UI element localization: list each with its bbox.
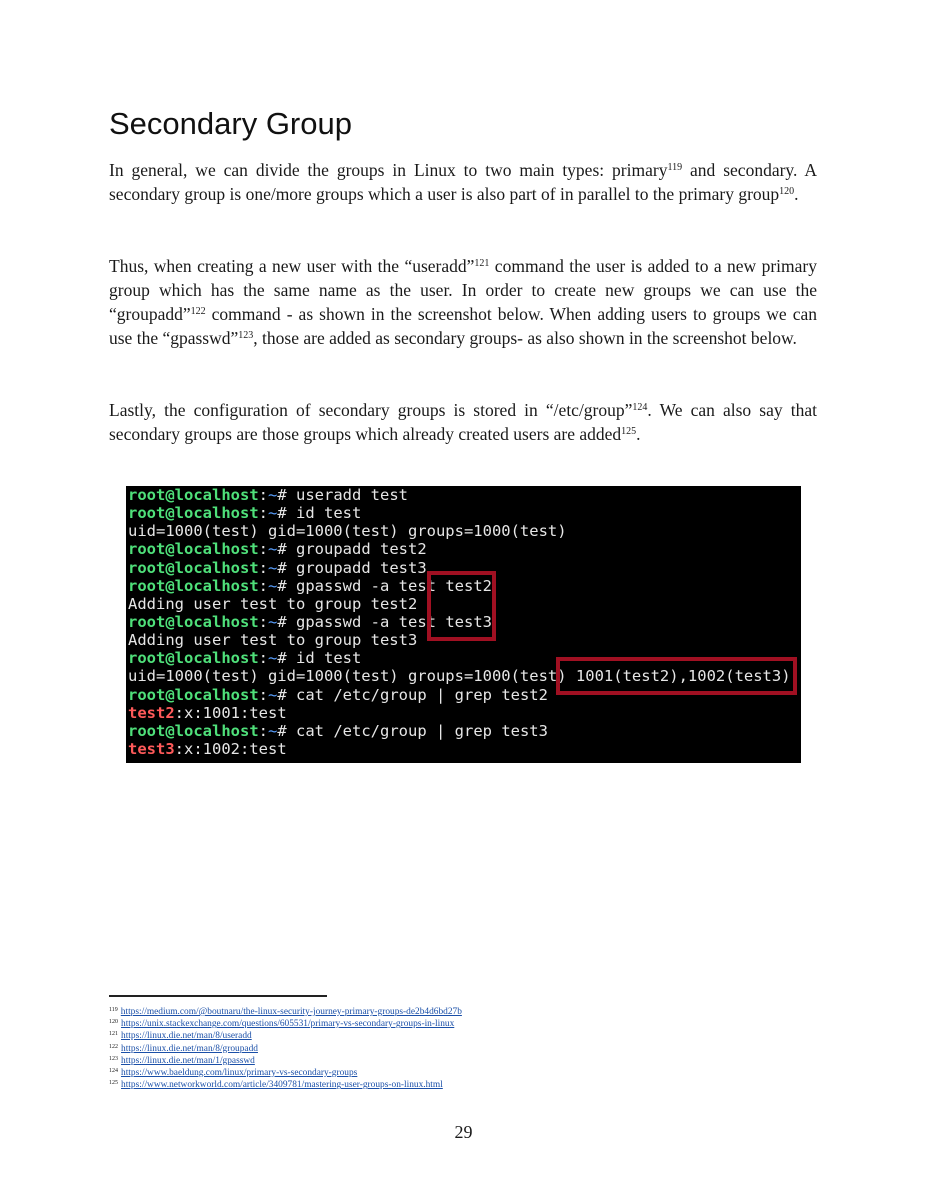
prompt-colon: : — [258, 685, 268, 704]
prompt-hash: # — [277, 540, 297, 559]
prompt-hash: # — [277, 486, 297, 504]
footnote-ref-121[interactable]: 121 — [474, 258, 490, 269]
footnote-ref-120[interactable]: 120 — [779, 186, 795, 197]
footnote-ref-124[interactable]: 124 — [632, 402, 648, 413]
footnote-number: 119 — [109, 1007, 118, 1013]
prompt-tilde: ~ — [268, 540, 278, 559]
prompt-user: root@localhost — [128, 576, 259, 595]
p3-text-a: Lastly, the configuration of secondary groups is stored in “/etc/group” — [109, 400, 633, 420]
terminal-output: uid=1000(test) gid=1000(test) groups=1000(test) 1001(test2),1002(test3) — [128, 667, 791, 686]
prompt-colon: : — [258, 649, 268, 668]
footnote-link[interactable]: https://linux.die.net/man/8/useradd — [121, 1031, 252, 1042]
paragraph-config — [109, 398, 817, 446]
prompt-colon: : — [258, 504, 268, 523]
highlight-box-secondary-groups — [556, 657, 797, 695]
terminal-line — [128, 740, 801, 758]
prompt-colon: : — [258, 486, 268, 504]
prompt-user: root@localhost — [128, 540, 259, 559]
prompt-user: root@localhost — [128, 612, 259, 631]
page-number: 29 — [454, 1122, 473, 1142]
prompt-user: root@localhost — [128, 504, 259, 523]
footnote-item — [109, 1055, 462, 1067]
p3-text-c: . — [636, 424, 641, 444]
prompt-user: root@localhost — [128, 486, 259, 504]
prompt-tilde: ~ — [268, 486, 278, 504]
grep-match: test3 — [128, 739, 175, 758]
prompt-hash: # — [277, 649, 297, 668]
terminal-command: gpasswd -a test test2 — [296, 576, 492, 595]
terminal-line — [128, 704, 801, 722]
prompt-tilde: ~ — [268, 558, 278, 577]
prompt-tilde: ~ — [268, 721, 278, 740]
footnote-ref-122[interactable]: 122 — [190, 306, 206, 317]
terminal-command: id test — [296, 649, 362, 668]
terminal-command: useradd test — [296, 486, 408, 504]
paragraph-intro — [109, 158, 817, 206]
prompt-user: root@localhost — [128, 649, 259, 668]
terminal-output: Adding user test to group test2 — [128, 594, 418, 613]
footnote-number: 125 — [109, 1080, 118, 1087]
terminal-output: :x:1002:test — [174, 739, 287, 758]
prompt-hash: # — [277, 721, 297, 740]
terminal-line — [128, 522, 801, 540]
footnote-ref-119[interactable]: 119 — [667, 162, 683, 173]
p2-text-d: , those are added as secondary groups- as also shown in the screenshot below. — [253, 328, 797, 348]
terminal-command: cat /etc/group | grep test2 — [296, 685, 548, 704]
terminal-output: Adding user test to group test3 — [128, 631, 418, 650]
terminal-line — [128, 722, 801, 740]
footnote-number: 120 — [109, 1019, 118, 1026]
footnote-link[interactable]: https://medium.com/@boutnaru/the-linux-security-journey-primary-groups-de2b4d6bd27b — [120, 1007, 462, 1017]
footnote-item — [109, 1018, 462, 1030]
footnote-item — [109, 1030, 462, 1042]
footnote-link[interactable]: https://unix.stackexchange.com/questions/605531/primary-vs-secondary-groups-in-linux — [121, 1019, 455, 1030]
terminal-command: groupadd test2 — [296, 540, 427, 559]
footnote-number: 123 — [109, 1055, 118, 1062]
footnote-link[interactable]: https://www.baeldung.com/linux/primary-vs-secondary-groups — [121, 1068, 358, 1079]
prompt-user: root@localhost — [128, 558, 259, 577]
prompt-user: root@localhost — [128, 685, 259, 704]
footnote-item — [109, 1067, 462, 1079]
footnote-number: 122 — [109, 1043, 118, 1050]
prompt-user: root@localhost — [128, 721, 259, 740]
footnote-item — [109, 1043, 462, 1055]
prompt-colon: : — [258, 540, 268, 559]
prompt-colon: : — [258, 612, 268, 631]
prompt-colon: : — [258, 576, 268, 595]
highlight-box-group-names — [427, 571, 496, 641]
footnote-ref-125[interactable]: 125 — [621, 426, 637, 437]
p2-text-b: command the user is added to a new primary group which has the same name as the user. In order to create new groups we can use the “groupadd” — [109, 256, 817, 324]
grep-match: test2 — [128, 703, 175, 722]
p2-text-c: command - as shown in the screenshot below. When adding users to groups we can use the “gpasswd” — [109, 304, 817, 348]
section-heading: Secondary Group — [109, 106, 352, 141]
footnote-item — [109, 1079, 462, 1091]
footnote-link[interactable]: https://www.networkworld.com/article/3409781/mastering-user-groups-on-linux.html — [121, 1080, 443, 1091]
terminal-command: cat /etc/group | grep test3 — [296, 721, 548, 740]
footnote-link[interactable]: https://linux.die.net/man/8/groupadd — [121, 1043, 258, 1054]
paragraph-commands — [109, 254, 817, 350]
prompt-tilde: ~ — [268, 685, 278, 704]
terminal-line — [128, 486, 801, 504]
terminal-line — [128, 540, 801, 558]
prompt-tilde: ~ — [268, 612, 278, 631]
prompt-colon: : — [258, 558, 268, 577]
p2-text-a: Thus, when creating a new user with the “useradd” — [109, 256, 475, 276]
terminal-command: groupadd test3 — [296, 558, 427, 577]
prompt-hash: # — [277, 576, 297, 595]
prompt-tilde: ~ — [268, 576, 278, 595]
p1-text-b: and secondary. A secondary group is one/more groups which a user is also part of in parallel to the primary group — [109, 160, 818, 204]
footnote-ref-123[interactable]: 123 — [238, 330, 254, 341]
prompt-colon: : — [258, 721, 268, 740]
prompt-hash: # — [277, 504, 297, 523]
prompt-hash: # — [277, 558, 297, 577]
terminal-command: gpasswd -a test test3 — [296, 612, 492, 631]
p1-text-a: In general, we can divide the groups in Linux to two main types: primary — [109, 160, 668, 180]
prompt-hash: # — [277, 612, 297, 631]
prompt-tilde: ~ — [268, 504, 278, 523]
prompt-hash: # — [277, 685, 297, 704]
footnote-number: 124 — [109, 1068, 118, 1075]
p1-text-c: . — [794, 184, 799, 204]
terminal-command: id test — [296, 504, 362, 523]
terminal-output: :x:1001:test — [174, 703, 287, 722]
terminal-output: uid=1000(test) gid=1000(test) groups=1000(test) — [128, 522, 567, 541]
p3-text-b: . We can also say that secondary groups are those groups which already created users are added — [109, 400, 817, 444]
prompt-tilde: ~ — [268, 649, 278, 668]
footnotes-list — [109, 1006, 462, 1091]
terminal-line — [128, 504, 801, 522]
footnote-divider — [109, 995, 327, 997]
footnote-item — [109, 1006, 462, 1018]
footnote-number: 121 — [109, 1031, 118, 1038]
footnote-link[interactable]: https://linux.die.net/man/1/gpasswd — [121, 1055, 255, 1066]
